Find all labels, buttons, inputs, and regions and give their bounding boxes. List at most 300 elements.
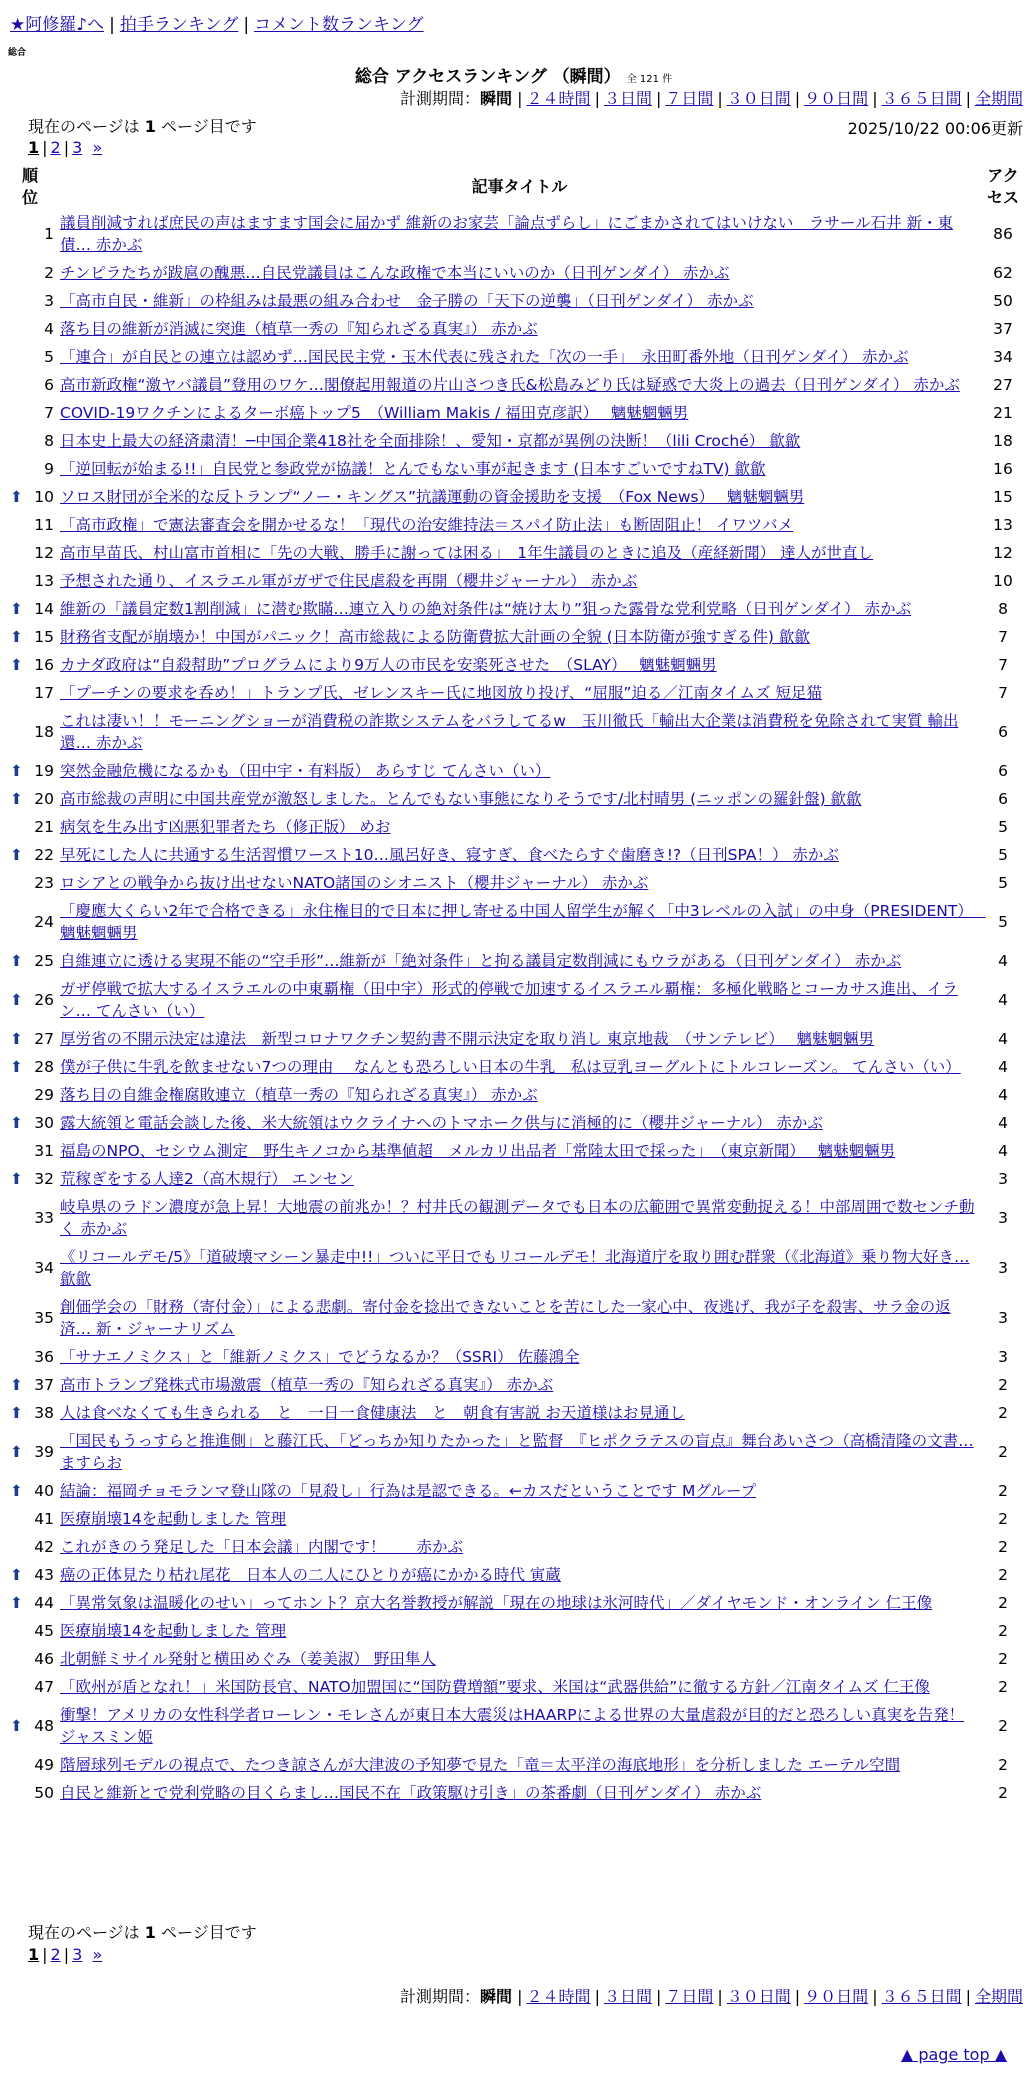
access-count: 6	[998, 790, 1008, 808]
rank-number: 22	[34, 846, 54, 864]
rank-arrow-cell	[10, 1751, 26, 1779]
rank-arrow-cell	[10, 287, 26, 315]
rank-arrow-cell	[10, 511, 26, 539]
period-selector-bottom: 計測期間：瞬間 | ２４時間 | ３日間 | ７日間 | ３０日間 | ９０日間 | ３６５日間 | 全期間	[400, 1987, 1023, 2006]
pager-top: 1 | 2 | 3 »	[28, 138, 103, 157]
rank-arrow-cell	[10, 707, 26, 757]
pager-link-2[interactable]: 2	[50, 138, 61, 157]
pager-link-3[interactable]: 3	[72, 1945, 83, 1964]
article-title-link[interactable]: 早死にした人に共通する生活習慣ワースト10…風呂好き、寝すぎ、食べたらすぐ歯磨き!?（日刊SPA！） 赤かぶ	[60, 846, 839, 864]
rank-number: 4	[44, 320, 54, 338]
table-row	[10, 679, 1025, 707]
article-title-link[interactable]: 癌の正体見たり枯れ尾花 日本人の二人にひとりが癌にかかる時代 寅蔵	[60, 1566, 561, 1584]
rank-number: 23	[34, 874, 54, 892]
article-title-cell	[58, 651, 981, 679]
article-title-link[interactable]: 病気を生み出す凶悪犯罪者たち（修正版） めお	[60, 818, 391, 836]
period-label: 計測期間：	[400, 1987, 481, 2006]
table-row	[10, 813, 1025, 841]
article-title-link[interactable]: 福島のNPO、セシウム測定 野生キノコから基準値超 メルカリ出品者「常陸太田で採った」 （東京新聞） 魑魅魍魎男	[60, 1142, 896, 1160]
table-row	[10, 651, 1025, 679]
header-rank	[10, 165, 58, 209]
period-link-3d[interactable]: ３日間	[603, 89, 652, 108]
article-title-link[interactable]: 結論：福岡チョモランマ登山隊の「見殺し」行為は是認できる。←カスだということです Mグループ	[60, 1482, 757, 1500]
period-current: 瞬間	[480, 1987, 513, 2006]
table-row	[10, 1243, 1025, 1293]
article-title-link[interactable]: 「高市自民・維新」の枠組みは最悪の組み合わせ 金子勝の「天下の逆襲」（日刊ゲンダイ） 赤かぶ	[60, 292, 754, 310]
rank-up-arrow-icon: ⬆	[10, 952, 23, 970]
period-link-90d[interactable]: ９０日間	[804, 89, 869, 108]
article-title-cell	[58, 707, 981, 757]
access-count: 15	[993, 488, 1013, 506]
rank-number: 1	[44, 225, 54, 243]
article-title-link[interactable]: 北朝鮮ミサイル発射と横田めぐみ（姜美淑） 野田隼人	[60, 1650, 436, 1668]
rank-number: 43	[34, 1566, 54, 1584]
article-title-link[interactable]: 「慶應大くらい2年で合格できる」永住権目的で日本に押し寄せる中国人留学生が解く「中3レベルの入試」の中身（PRESIDENT） 魑魅魍魎男	[60, 902, 986, 942]
access-count: 4	[998, 1114, 1008, 1132]
rank-number: 3	[44, 292, 54, 310]
table-row	[10, 315, 1025, 343]
access-count: 2	[998, 1538, 1008, 1556]
rank-number: 2	[44, 264, 54, 282]
rank-number: 12	[34, 544, 54, 562]
page-info-number: 1	[144, 1923, 156, 1942]
access-count: 2	[998, 1443, 1008, 1461]
access-count: 37	[993, 320, 1013, 338]
article-title-link[interactable]: 衝撃！アメリカの女性科学者ローレン・モレさんが東日本大震災はHAARPによる世界の大量虐殺が目的だと恐ろしい真実を告発！ ジャスミン姫	[60, 1706, 965, 1746]
table-row	[10, 1293, 1025, 1343]
period-link-all[interactable]: 全期間	[974, 89, 1023, 108]
rank-number: 45	[34, 1622, 54, 1640]
pager-link-3[interactable]: 3	[72, 138, 83, 157]
article-title-link[interactable]: 高市早苗氏、村山富市首相に「先の大戦、勝手に謝っては困る」 1年生議員のときに追及（産経新聞） 達人が世直し	[60, 544, 874, 562]
table-row	[10, 1505, 1025, 1533]
rank-number: 50	[34, 1784, 54, 1802]
table-row	[10, 1109, 1025, 1137]
access-count: 7	[998, 628, 1008, 646]
rank-number: 38	[34, 1404, 54, 1422]
article-title-link[interactable]: 荒稼ぎをする人達2（高木規行） エンセン	[60, 1170, 354, 1188]
updated-timestamp: 2025/10/22 00:06更新	[847, 119, 1023, 138]
rank-number: 46	[34, 1650, 54, 1668]
period-link-365d[interactable]: ３６５日間	[881, 89, 962, 108]
page-info-number: 1	[144, 117, 156, 136]
page-top-link[interactable]: ▲ page top ▲	[900, 2045, 1007, 2064]
article-title-link[interactable]: 露大統領と電話会談した後、米大統領はウクライナへのトマホーク供与に消極的に（櫻井ジャーナル） 赤かぶ	[60, 1114, 823, 1132]
access-count: 8	[998, 600, 1008, 618]
rank-up-arrow-icon: ⬆	[10, 1030, 23, 1048]
nav-separator: |	[109, 15, 115, 35]
article-title-cell	[58, 1533, 981, 1561]
article-title-cell	[58, 1243, 981, 1293]
access-count: 62	[993, 264, 1013, 282]
page-title-text: 総合 アクセスランキング （瞬間）	[354, 67, 621, 87]
article-title-link[interactable]: 突然金融危機になるかも（田中宇・有料版） あらすじ てんさい（い）	[60, 762, 551, 780]
rank-up-arrow-icon: ⬆	[10, 1058, 23, 1076]
period-link-24h[interactable]: ２４時間	[526, 1987, 591, 2006]
rank-up-arrow-icon: ⬆	[10, 1376, 23, 1394]
rank-arrow-cell	[10, 1193, 26, 1243]
access-count: 5	[998, 846, 1008, 864]
article-title-cell	[58, 399, 981, 427]
article-title-link[interactable]: 厚労省の不開示決定は違法 新型コロナワクチン契約書不開示決定を取り消し 東京地裁 （サンテレビ） 魑魅魍魎男	[60, 1030, 874, 1048]
article-title-cell	[58, 1779, 981, 1807]
rank-number: 19	[34, 762, 54, 780]
article-title-cell	[58, 1165, 981, 1193]
table-row	[10, 1399, 1025, 1427]
rank-arrow-cell	[10, 1343, 26, 1371]
page-info-suffix: ページ目です	[161, 1923, 257, 1942]
rank-number: 48	[34, 1717, 54, 1735]
rank-up-arrow-icon: ⬆	[10, 656, 23, 674]
article-title-cell	[58, 209, 981, 259]
article-title-link[interactable]: 高市総裁の声明に中国共産党が激怒しました。とんでもない事態になりそうです/北村晴男 (ニッポンの羅針盤) 歙歙	[60, 790, 862, 808]
table-row	[10, 1165, 1025, 1193]
nav-separator: |	[243, 15, 250, 35]
article-title-link[interactable]: 「逆回転が始まる!!」自民党と参政党が協議！とんでもない事が起きます (日本すごいですねTV) 歙歙	[60, 460, 766, 478]
article-title-cell	[58, 1673, 981, 1701]
table-row	[10, 1617, 1025, 1645]
pager-current: 1	[28, 1945, 40, 1964]
rank-number: 27	[34, 1030, 54, 1048]
article-title-cell	[58, 1053, 981, 1081]
table-row	[10, 1081, 1025, 1109]
access-count: 3	[998, 1348, 1008, 1366]
table-row	[10, 1053, 1025, 1081]
access-count: 2	[998, 1650, 1008, 1668]
rank-number: 14	[34, 600, 54, 618]
category-label: 総合	[8, 48, 27, 58]
access-count: 86	[993, 225, 1013, 243]
table-row	[10, 1779, 1025, 1807]
table-row	[10, 287, 1025, 315]
rank-arrow-cell	[10, 869, 26, 897]
nav-link-applause-ranking[interactable]: 拍手ランキング	[119, 15, 239, 35]
rank-number: 44	[34, 1594, 54, 1612]
article-title-cell	[58, 1343, 981, 1371]
table-row	[10, 427, 1025, 455]
article-title-link[interactable]: ガザ停戦で拡大するイスラエルの中東覇権（田中宇）形式的停戦で加速するイスラエル覇権：多極化戦略とコーカサス進出、イラン… てんさい（い）	[60, 980, 958, 1020]
article-title-cell	[58, 427, 981, 455]
table-row	[10, 947, 1025, 975]
access-count: 4	[998, 1030, 1008, 1048]
article-title-link[interactable]: 高市トランプ発株式市場激震（植草一秀の『知られざる真実』） 赤かぶ	[60, 1376, 554, 1394]
access-count: 2	[998, 1717, 1008, 1735]
nav-link-comment-ranking[interactable]: コメント数ランキング	[254, 15, 424, 35]
access-count: 10	[993, 572, 1013, 590]
article-title-cell	[58, 259, 981, 287]
table-row	[10, 1533, 1025, 1561]
rank-up-arrow-icon: ⬆	[10, 846, 23, 864]
article-title-link[interactable]: 自維連立に透ける実現不能の“空手形”…維新が「絶対条件」と拘る議員定数削減にもウラがある（日刊ゲンダイ） 赤かぶ	[60, 952, 902, 970]
table-row	[10, 1701, 1025, 1751]
access-count: 5	[998, 818, 1008, 836]
rank-number: 5	[44, 348, 54, 366]
page-info-prefix: 現在のページは	[28, 117, 140, 136]
rank-up-arrow-icon: ⬆	[10, 628, 23, 646]
article-title-link[interactable]: 人は食べなくても生きられる と 一日一食健康法 と 朝食有害説 お天道様はお見通し	[60, 1404, 685, 1422]
access-count: 3	[998, 1309, 1008, 1327]
article-title-cell	[58, 567, 981, 595]
access-count: 2	[998, 1594, 1008, 1612]
rank-number: 36	[34, 1348, 54, 1366]
rank-number: 49	[34, 1756, 54, 1774]
rank-number: 26	[34, 991, 54, 1009]
table-row	[10, 1561, 1025, 1589]
article-title-cell	[58, 1751, 981, 1779]
article-title-cell	[58, 1109, 981, 1137]
rank-arrow-cell	[10, 259, 26, 287]
article-title-cell	[58, 343, 981, 371]
article-title-link[interactable]: 維新の「議員定数1割削減」に潜む欺瞞…連立入りの絶対条件は“焼け太り”狙った露骨な党利党略（日刊ゲンダイ） 赤かぶ	[60, 600, 912, 618]
access-count: 3	[998, 1259, 1008, 1277]
rank-number: 25	[34, 952, 54, 970]
rank-arrow-cell	[10, 1505, 26, 1533]
pager-next[interactable]: »	[92, 1945, 103, 1964]
ranking-table	[10, 165, 1025, 1807]
table-row	[10, 567, 1025, 595]
article-title-link[interactable]: 財務省支配が崩壊か！中国がパニック！高市総裁による防衛費拡大計画の全貌 (日本防衛が強すぎる件) 歙歙	[60, 628, 810, 646]
table-row	[10, 1477, 1025, 1505]
rank-number: 30	[34, 1114, 54, 1132]
page-info-prefix: 現在のページは	[28, 1923, 140, 1942]
rank-arrow-cell	[10, 427, 26, 455]
table-row	[10, 707, 1025, 757]
article-title-cell	[58, 869, 981, 897]
table-row	[10, 1645, 1025, 1673]
access-count: 6	[998, 723, 1008, 741]
article-title-link[interactable]: 議員削減すれば庶民の声はますます国会に届かず 維新のお家芸「論点ずらし」にごまかされてはいけない ラサール石井 新・東債… 赤かぶ	[60, 214, 954, 254]
rank-number: 21	[34, 818, 54, 836]
pager-link-2[interactable]: 2	[50, 1945, 61, 1964]
rank-number: 13	[34, 572, 54, 590]
rank-up-arrow-icon: ⬆	[10, 1594, 23, 1612]
article-title-cell	[58, 1505, 981, 1533]
article-title-cell	[58, 1427, 981, 1477]
rank-number: 6	[44, 376, 54, 394]
rank-arrow-cell	[10, 897, 26, 947]
access-count: 5	[998, 874, 1008, 892]
article-title-link[interactable]: これがきのう発足した「日本会議」内閣です！ 赤かぶ	[60, 1538, 464, 1556]
header-access-text: アクセス	[986, 166, 1019, 207]
article-title-link[interactable]: 創価学会の「財務（寄付金）」による悲劇。寄付金を捻出できないことを苦にした一家心中、夜逃げ、我が子を殺害、サラ金の返済… 新・ジャーナリズム	[60, 1298, 951, 1338]
article-title-cell	[58, 975, 981, 1025]
access-count: 2	[998, 1510, 1008, 1528]
table-row	[10, 897, 1025, 947]
table-row	[10, 869, 1025, 897]
article-title-link[interactable]: 落ち目の自維金権腐敗連立（植草一秀の『知られざる真実』） 赤かぶ	[60, 1086, 538, 1104]
rank-number: 11	[34, 516, 54, 534]
rank-number: 47	[34, 1678, 54, 1696]
page-info-suffix: ページ目です	[161, 117, 257, 136]
article-title-link[interactable]: 「国民もうっすらと推進側」と藤江氏、「どっちか知りたかった」と監督 『ヒポクラテスの盲点』舞台あいさつ（高橋清隆の文書… ますらお	[60, 1432, 974, 1472]
rank-arrow-cell	[10, 539, 26, 567]
rank-number: 35	[34, 1309, 54, 1327]
rank-number: 42	[34, 1538, 54, 1556]
article-title-link[interactable]: 医療崩壊14を起動しました 管理	[60, 1622, 287, 1640]
table-row	[10, 1193, 1025, 1243]
rank-arrow-cell	[10, 679, 26, 707]
article-title-link[interactable]: 階層球列モデルの視点で、たつき諒さんが大津波の予知夢で見た「竜＝太平洋の海底地形」を分析しました エーテル空間	[60, 1756, 901, 1774]
page-title	[0, 62, 1027, 87]
period-link-365d[interactable]: ３６５日間	[881, 1987, 962, 2006]
rank-up-arrow-icon: ⬆	[10, 1404, 23, 1422]
article-title-link[interactable]: 日本史上最大の経済粛清！─中国企業418社を全面排除！、愛知・京都が異例の決断！（lili Croché） 歙歙	[60, 432, 801, 450]
access-count: 13	[993, 516, 1013, 534]
access-count: 7	[998, 656, 1008, 674]
period-link-7d[interactable]: ７日間	[665, 89, 714, 108]
article-title-cell	[58, 539, 981, 567]
header-rank-text: 順位	[22, 166, 39, 207]
table-row	[10, 841, 1025, 869]
article-title-cell	[58, 1589, 981, 1617]
article-title-link[interactable]: 予想された通り、イスラエル軍がガザで住民虐殺を再開（櫻井ジャーナル） 赤かぶ	[60, 572, 638, 590]
article-title-cell	[58, 371, 981, 399]
rank-arrow-cell	[10, 315, 26, 343]
rank-number: 40	[34, 1482, 54, 1500]
total-count: 全 121 件	[626, 74, 673, 85]
period-link-30d[interactable]: ３０日間	[726, 89, 791, 108]
rank-arrow-cell	[10, 399, 26, 427]
rank-number: 34	[34, 1259, 54, 1277]
rank-arrow-cell	[10, 343, 26, 371]
article-title-cell	[58, 679, 981, 707]
access-count: 4	[998, 952, 1008, 970]
article-title-cell	[58, 785, 981, 813]
article-title-link[interactable]: 岐阜県のラドン濃度が急上昇！大地震の前兆か！？村井氏の観測データでも日本の広範囲で異常変動捉える！中部周囲で数センチ動く 赤かぶ	[60, 1198, 975, 1238]
article-title-link[interactable]: 「異常気象は温暖化のせい」ってホント？京大名誉教授が解説「現在の地球は氷河時代」／ダイヤモンド・オンライン 仁王像	[60, 1594, 933, 1612]
period-link-all[interactable]: 全期間	[974, 1987, 1023, 2006]
access-count: 4	[998, 991, 1008, 1009]
table-row	[10, 1137, 1025, 1165]
article-title-link[interactable]: 落ち目の維新が消滅に突進（植草一秀の『知られざる真実』） 赤かぶ	[60, 320, 538, 338]
article-title-cell	[58, 595, 981, 623]
table-row	[10, 975, 1025, 1025]
table-header-row	[10, 165, 1025, 209]
article-title-link[interactable]: 「プーチンの要求を呑め！」トランプ氏、ゼレンスキー氏に地図放り投げ、“屈服”迫る／江南タイムズ 短足猫	[60, 684, 822, 702]
rank-number: 17	[34, 684, 54, 702]
period-selector-top: 計測期間：瞬間 | ２４時間 | ３日間 | ７日間 | ３０日間 | ９０日間 | ３６５日間 | 全期間	[400, 89, 1023, 108]
access-count: 12	[993, 544, 1013, 562]
header-access	[981, 165, 1025, 209]
access-count: 7	[998, 684, 1008, 702]
table-row	[10, 209, 1025, 259]
article-title-link[interactable]: 「欧州が盾となれ！」米国防長官、NATO加盟国に“国防費増額”要求、米国は“武器供給”に徹する方針／江南タイムズ 仁王像	[60, 1678, 930, 1696]
article-title-cell	[58, 1477, 981, 1505]
access-count: 4	[998, 1086, 1008, 1104]
rank-number: 18	[34, 723, 54, 741]
pager-bottom: 1 | 2 | 3 »	[28, 1945, 103, 1964]
rank-arrow-cell	[10, 1673, 26, 1701]
article-title-cell	[58, 1617, 981, 1645]
article-title-cell	[58, 1645, 981, 1673]
article-title-cell	[58, 897, 986, 947]
table-row	[10, 1427, 1025, 1477]
article-title-link[interactable]: 僕が子供に牛乳を飲ませない7つの理由 なんとも恐ろしい日本の牛乳 私は豆乳ヨーグルトにトルコレーズン。 てんさい（い）	[60, 1058, 961, 1076]
article-title-link[interactable]: 自民と維新とで党利党略の目くらまし…国民不在「政策駆け引き」の茶番劇（日刊ゲンダイ） 赤かぶ	[60, 1784, 762, 1802]
table-row	[10, 1371, 1025, 1399]
table-row	[10, 343, 1025, 371]
access-count: 21	[993, 404, 1013, 422]
top-nav	[10, 10, 424, 35]
table-row	[10, 399, 1025, 427]
access-count: 50	[993, 292, 1013, 310]
article-title-link[interactable]: 高市新政権“激ヤバ議員”登用のワケ…閣僚起用報道の片山さつき氏&松島みどり氏は疑惑で大炎上の過去（日刊ゲンダイ） 赤かぶ	[60, 376, 960, 394]
rank-arrow-cell	[10, 1137, 26, 1165]
rank-arrow-cell	[10, 813, 26, 841]
article-title-link[interactable]: 医療崩壊14を起動しました 管理	[60, 1510, 287, 1528]
article-title-link[interactable]: チンピラたちが跋扈の醜悪…自民党議員はこんな政権で本当にいいのか（日刊ゲンダイ） 赤かぶ	[60, 264, 730, 282]
article-title-link[interactable]: 「サナエノミクス」と「維新ノミクス」でどうなるか？（SSRI） 佐藤鴻全	[60, 1348, 580, 1366]
rank-arrow-cell	[10, 1779, 26, 1807]
rank-number: 24	[34, 913, 54, 931]
article-title-link[interactable]: これは凄い！！モーニングショーが消費税の詐欺システムをバラしてるw 玉川徹氏「輸出大企業は消費税を免除されて実質 輸出還… 赤かぶ	[60, 712, 959, 752]
period-link-7d[interactable]: ７日間	[665, 1987, 714, 2006]
table-row	[10, 1025, 1025, 1053]
period-link-90d[interactable]: ９０日間	[804, 1987, 869, 2006]
period-link-24h[interactable]: ２４時間	[526, 89, 591, 108]
article-title-cell	[58, 813, 981, 841]
access-count: 27	[993, 376, 1013, 394]
table-row	[10, 371, 1025, 399]
table-row	[10, 511, 1025, 539]
period-link-3d[interactable]: ３日間	[603, 1987, 652, 2006]
rank-number: 20	[34, 790, 54, 808]
period-link-30d[interactable]: ３０日間	[726, 1987, 791, 2006]
rank-up-arrow-icon: ⬆	[10, 1717, 23, 1735]
article-title-link[interactable]: ロシアとの戦争から抜け出せないNATO諸国のシオニスト（櫻井ジャーナル） 赤かぶ	[60, 874, 649, 892]
access-count: 4	[998, 1142, 1008, 1160]
rank-up-arrow-icon: ⬆	[10, 1566, 23, 1584]
access-count: 3	[998, 1209, 1008, 1227]
article-title-cell	[58, 1701, 981, 1751]
article-title-link[interactable]: ソロス財団が全米的な反トランプ“ノー・キングス”抗議運動の資金援助を支援 （Fox News） 魑魅魍魎男	[60, 488, 805, 506]
table-row	[10, 1751, 1025, 1779]
rank-up-arrow-icon: ⬆	[10, 1170, 23, 1188]
article-title-link[interactable]: 「連合」が自民との連立は認めず…国民民主党・玉木代表に残された「次の一手」 永田町番外地（日刊ゲンダイ） 赤かぶ	[60, 348, 909, 366]
article-title-link[interactable]: 《リコールデモ/5》「道破壊マシーン暴走中!!」ついに平日でもリコールデモ！北海道庁を取り囲む群衆（《北海道》乗り物大好き… 歙歙	[60, 1248, 970, 1288]
article-title-cell	[58, 841, 981, 869]
rank-up-arrow-icon: ⬆	[10, 790, 23, 808]
pager-next[interactable]: »	[92, 138, 103, 157]
access-count: 5	[998, 913, 1008, 931]
rank-arrow-cell	[10, 1243, 26, 1293]
table-row	[10, 757, 1025, 785]
article-title-link[interactable]: 「高市政権」で憲法審査会を開かせるな！「現代の治安維持法＝スパイ防止法」も断固阻止！ イワツバメ	[60, 516, 794, 534]
article-title-cell	[58, 947, 981, 975]
article-title-link[interactable]: COVID-19ワクチンによるターボ癌トップ5 （William Makis / 福田克彦訳） 魑魅魍魎男	[60, 404, 689, 422]
rank-number: 41	[34, 1510, 54, 1528]
article-title-cell	[58, 315, 981, 343]
table-row	[10, 259, 1025, 287]
rank-up-arrow-icon: ⬆	[10, 1114, 23, 1132]
rank-number: 16	[34, 656, 54, 674]
article-title-cell	[58, 1137, 981, 1165]
article-title-cell	[58, 1025, 981, 1053]
nav-link-asyura[interactable]: ★阿修羅♪へ	[10, 15, 105, 35]
rank-number: 10	[34, 488, 54, 506]
access-count: 6	[998, 762, 1008, 780]
article-title-cell	[58, 455, 981, 483]
access-count: 34	[993, 348, 1013, 366]
table-row	[10, 483, 1025, 511]
article-title-link[interactable]: カナダ政府は“自殺幇助”プログラムにより9万人の市民を安楽死させた （SLAY） 魑魅魍魎男	[60, 656, 717, 674]
article-title-cell	[58, 483, 981, 511]
period-label: 計測期間：	[400, 89, 481, 108]
access-count: 3	[998, 1170, 1008, 1188]
header-title: 記事タイトル	[471, 177, 568, 196]
article-title-cell	[58, 287, 981, 315]
rank-number: 9	[44, 460, 54, 478]
